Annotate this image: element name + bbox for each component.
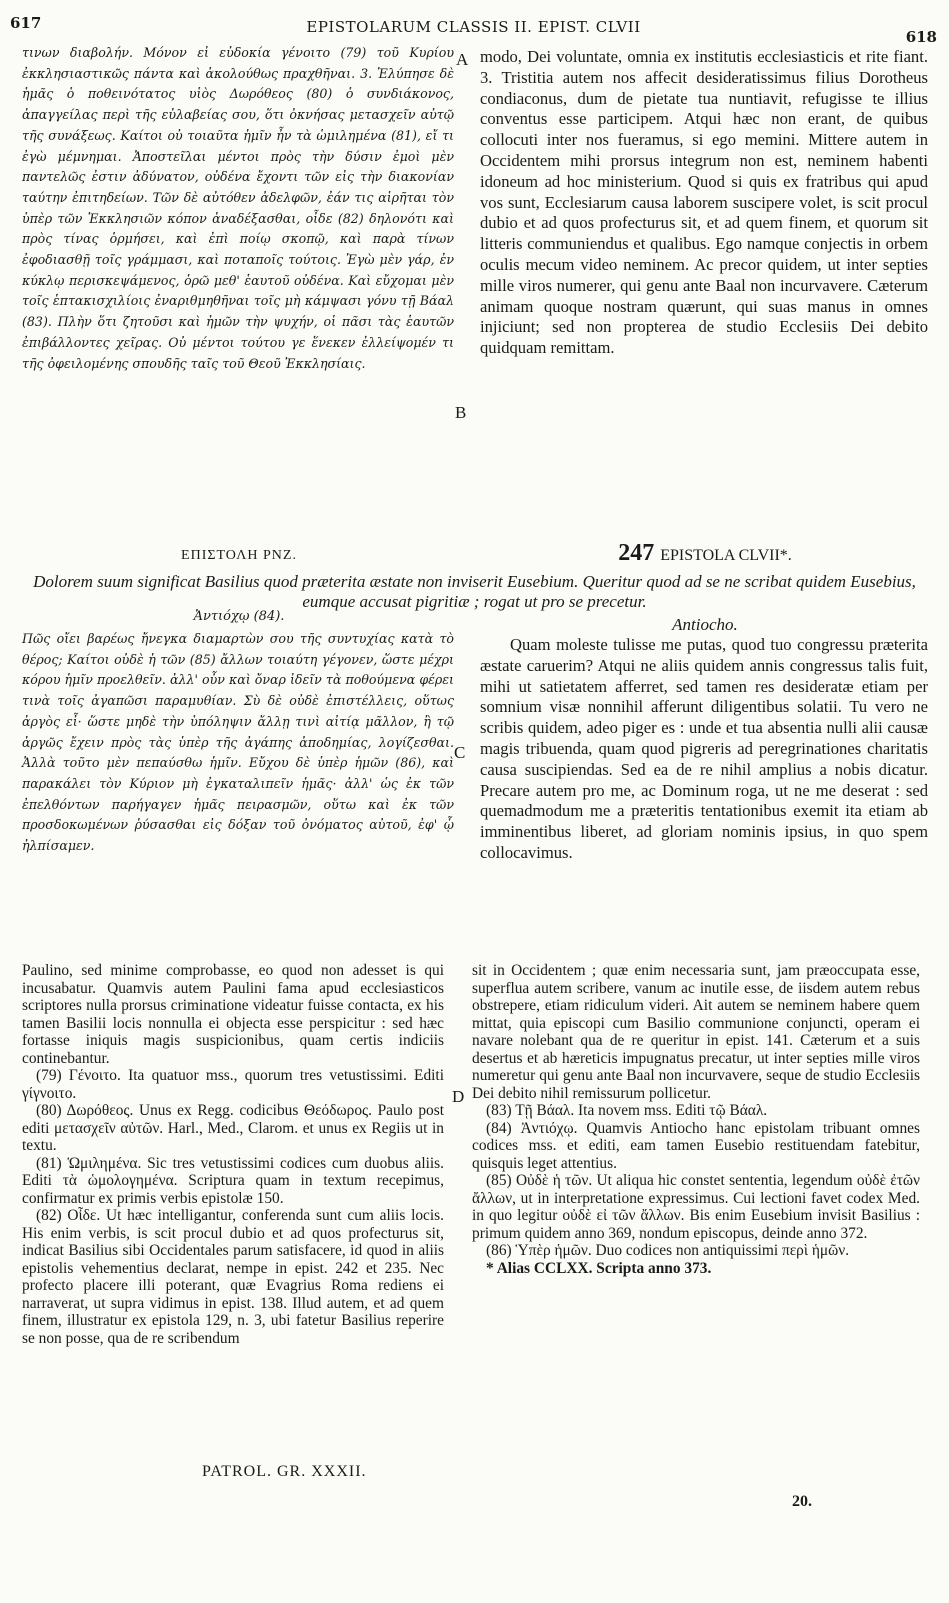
greek-text-body: Πῶς οἴει βαρέως ἤνεγκα διαμαρτὼν σου τῆς συντυχίας κατὰ τὸ θέρος; Καίτοι οὐδὲ ἡ τῶν (85) ἄλλων τοιαύτη γέγονεν, ὥστε μέχρι κόρου ἡμῖν προελθεῖν. ἀλλ' οὖν καὶ ὄναρ ἰδεῖν τὰ ποθούμενα φέρει τινὰ τοῖς ἀγαπῶσι παραμυθίαν. Σὺ δὲ οὐδὲ ἐπιστέλλεις, οὕτως ἀργὸς εἶ· ὥστε μηδὲ τὴν ὑπόληψιν ἄλλῃ τινὶ αἰτίᾳ μᾶλλον, ἢ τῷ ἀργῶς ἔχειν πρὸς τὰς ὑπὲρ τῆς ἀγάπης ἀποδημίας, λογίζεσθαι. Ἀλλὰ τοῦτο μὲν πεπαύσθω ἡμῖν. Εὔχου δὲ ὑπὲρ ἡμῶν (86), καὶ παρακάλει τὸν Κύριον μὴ ἐγκαταλιπεῖν ἡμᾶς· ἀλλ' ὡς ἐκ τῶν ἐπελθόντων παρήγαγεν ἡμᾶς πειρασμῶν, οὕτω καὶ ἐκ τῶν προσδοκωμένων ῥύσασθαι εἰς δόξαν τοῦ ὀνόματος αὐτοῦ, ἐφ' ᾧ ἠλπίσαμεν. xyxy=(22,631,454,854)
footnote-85: (85) Οὐδὲ ἡ τῶν. Ut aliqua hic constet sententia, legendum οὐδὲ ἐτῶν ἄλλων, ut in interpretatione expressimus. Cui lectioni favet codex Med. in quo legitur οὐδὲ εἰ τῶν ἄλλων. Bis enim Eusebium invisit Basilius : primum quidem anno 369, nondum episcopus, deinde anno 372. xyxy=(472,1172,920,1242)
epistle-number: 247 xyxy=(618,540,655,566)
margin-letter-c: C xyxy=(454,743,466,762)
greek-text-top: τινων διαβολήν. Μόνον εἰ εὐδοκία γένοιτο (79) τοῦ Κυρίου ἐκκλησιαστικῶς πάντα καὶ ἀκολούθως πραχθῆναι. 3. Ἐλύπησε δὲ ἡμᾶς ὁ ποθεινότατος υἱὸς Δωρόθεος (80) ὁ συνδιάκονος, ἀπαγγείλας περὶ τῆς εὐλαβείας σου, ὅτι ὀκνήσας μετασχεῖν αὐτῷ τῆς συνάξεως. Καίτοι οὐ τοιαῦτα ἡμῖν ἦν τὰ ὡμιλημένα (81), εἴ τι ἐγὼ μέμνημαι. Ἀποστεῖλαι μέντοι πρὸς τὴν δύσιν ἐμοὶ μὲν παντελῶς ἐστιν ἀδύνατον, οὐδένα ἔχοντι τῶν εἰς τὴν διακονίαν ταύτην ἐπιτηδείων. Τῶν δὲ αὐτόθεν ἀδελφῶν, ἐάν τις αἱρῆται τὸν ὑπὲρ τῶν Ἐκκλησιῶν κόπον ἀναδέξασθαι, οἶδε (82) δηλονότι καὶ πρὸς τίνας ὁρμήσει, καὶ ἐπὶ ποίῳ σκοπῷ, καὶ παρὰ τίνων ἐφοδιασθῇ τοῖς γράμμασι, καὶ ποταποῖς τούτοις. Ἐγὼ μὲν γάρ, ἐν κύκλῳ περισκεψάμενος, ὁρῶ μεθ' ἑαυτοῦ οὐδένα. Καὶ εὔχομαι μὲν τοῖς ἑπτακισχιλίοις ἐναριθμηθῆναι τοῖς μὴ κάμψασι γόνυ τῇ Βάαλ (83). Πλὴν ὅτι ζητοῦσι καὶ ἡμῶν τὴν ψυχήν, οἱ πᾶσι τὰς ἑαυτῶν ἐπιβάλλοντες χεῖρας. Οὐ μέντοι τούτου γε ἕνεκεν ἐλλείψομέν τι τῆς ὀφειλομένης σπουδῆς ταῖς τοῦ Θεοῦ Ἐκκλησίαις. xyxy=(22,45,454,371)
page-number-left: 617 xyxy=(10,14,42,32)
volume-signature: PATROL. GR. XXXII. xyxy=(202,1463,367,1480)
signature-page-marker: 20. xyxy=(792,1493,812,1510)
margin-letter-a: A xyxy=(456,50,469,69)
footnote-continuation: Paulino, sed minime comprobasse, eo quod non adesset is qui incusabatur. Quamvis autem Paulini fama apud ecclesiasticos scriptores nulla prorsus criminatione videatur fuisse contacta, ex his tamen Basilii locis nonnulla ei objecta esse perspicitur : sed hæc fortasse iniquis magis suspicionibus, quam certis indiciis continebantur. xyxy=(22,962,444,1067)
epistle-date-note: * Alias CCLXX. Scripta anno 373. xyxy=(486,1259,712,1277)
margin-letter-b: B xyxy=(455,403,467,422)
greek-epistle-title: ΕΠΙΣΤΟΛΗ ΡΝΖ. xyxy=(181,548,297,563)
latin-addressee: Antiocho. xyxy=(672,615,738,634)
footnotes-right xyxy=(472,962,920,1277)
latin-text-body: Quam moleste tulisse me putas, quod tuo congressu præterita æstate caruerim? Atqui ne aliis quidem annis congressus talis fuit, mihi ut satietatem afferret, sed tamen res desideratæ etiam per somnium visæ nonnihil afferunt diligentibus solatii. Tu vero ne scribis quidem, adeo piger es : unde et tua absentia nulli alii causæ magis tribuenda, quam quod pigreris ad peregrinationes charitatis causa suscipiendas. Sed ea de re nihil amplius a nobis dicatur. Precare autem pro me, ac Dominum roga, ut ne me deserat : sed quemadmodum me a præteritis tentationibus exemit ita etiam ab imminentibus liberet, ad gloriam nominis ipsius, in quo spem collocavimus. xyxy=(480,635,928,862)
running-title: EPISTOLARUM CLASSIS II. EPIST. CLVII xyxy=(306,18,641,36)
latin-epistle-title xyxy=(480,540,930,567)
footnote-81: (81) Ὡμιλημένα. Sic tres vetustissimi codices cum duobus aliis. Editi τὰ ὡμολογημένα. Scriptura quam in textum recepimus, confirmatur ex primis verbis epistolæ 150. xyxy=(22,1154,444,1207)
running-header xyxy=(10,14,937,46)
footnotes-left xyxy=(22,962,444,1347)
footnote-82-continuation: sit in Occidentem ; quæ enim necessaria sunt, jam præoccupata esse, superflua autem scribere, vanum ac inutile esse, de iisdem autem rebus obstrepere, etiam ridiculum videri. Ait autem se neminem habere quem mittat, quia episcopi cum Basilio communione conjuncti, operam ei navare nolebant qua de re queritur in epist. 141. Cæterum et a suis desertus et ab hæreticis impugnatus precatur, ut inter septies mille viros numeretur qui genu ante Baal non incurvavere, seque de studio Ecclesiis Dei debito nihil remissurum pollicetur. xyxy=(472,962,920,1102)
footnote-83: (83) Τῇ Βάαλ. Ita novem mss. Editi τῷ Βάαλ. xyxy=(486,1102,768,1119)
margin-letter-d: D xyxy=(452,1087,465,1106)
greek-addressee: Ἀντιόχῳ (84). xyxy=(193,609,285,624)
footnote-84: (84) Ἀντιόχῳ. Quamvis Antiocho hanc epistolam tribuant omnes codices mss. et editi, eam tamen Eusebio restituendam fatebitur, quisquis leget attentius. xyxy=(472,1119,920,1172)
latin-text-top: modo, Dei voluntate, omnia ex institutis ecclesiasticis et rite fiant. 3. Tristitia autem nos affecit desideratissimus filius Dorotheus condiaconus, dum de pietate tua nuntiavit, refugisse te illius conventus esse participem. Atqui hæc non erant, de quibus collocuti inter nos fueramus, si ego memini. Mittere autem in Occidentem mihi prorsus integrum non est, neminem habenti idoneum ad hoc ministerium. Quod si quis ex fratribus qui apud vos sunt, Ecclesiarum causa laborem suscipere volet, is scit procul dubio et ad quos profecturus sit, et ad quem finem, et quorum sit litteris communiendus et qualibus. Ego namque conjectis in orbem oculis mecum video neminem. Ac precor quidem, ut inter septies mille viros numerer, qui genu ante Baal non incurvavere. Cæterum animam quoque nostram quærunt, qui suas manus in omnes injiciunt; sed non propterea de studio Ecclesiis Dei debito quidquam remittam. xyxy=(480,47,928,358)
footnote-79: (79) Γένοιτο. Ita quatuor mss., quorum tres vetustissimi. Editi γίγνοιτο. xyxy=(22,1067,444,1102)
latin-epistle-heading: EPISTOLA CLVII*. xyxy=(660,547,792,564)
epistle-summary: Dolorem suum significat Basilius quod præterita æstate non inviserit Eusebium. Queritur quod ad se ne scribat quidem Eusebius, eumque accusat pigritiæ ; rogat ut pro se precetur. xyxy=(33,572,916,611)
footnote-80: (80) Δωρόθεος. Unus ex Regg. codicibus Θεόδωρος. Paulo post editi μετασχεῖν αὐτῶν. Harl., Med., Clarom. et unus ex Regiis ut in textu. xyxy=(22,1102,444,1154)
footnote-82: (82) Οἶδε. Ut hæc intelligantur, conferenda sunt cum aliis locis. His enim verbis, is scit procul dubio et ad quos profecturus sit, indicat Basilius sibi Occidentales parum satisfacere, id quod in aliis epistolis vehementius declarat, nempe in epist. 242 et 235. Nec profecto placere illi poterant, quæ Evagrius Roma rediens ei narraverat, ut supra vidimus in epist. 138. Illud autem, et ad quem finem, illustratur ex epistola 129, n. 3, ubi fatetur Basilius reperire se non posse, qua de re scribendum xyxy=(22,1207,444,1347)
page-number-right: 618 xyxy=(905,28,937,46)
footnote-86: (86) Ὑπὲρ ἡμῶν. Duo codices non antiquissimi περὶ ἡμῶν. xyxy=(486,1242,850,1259)
